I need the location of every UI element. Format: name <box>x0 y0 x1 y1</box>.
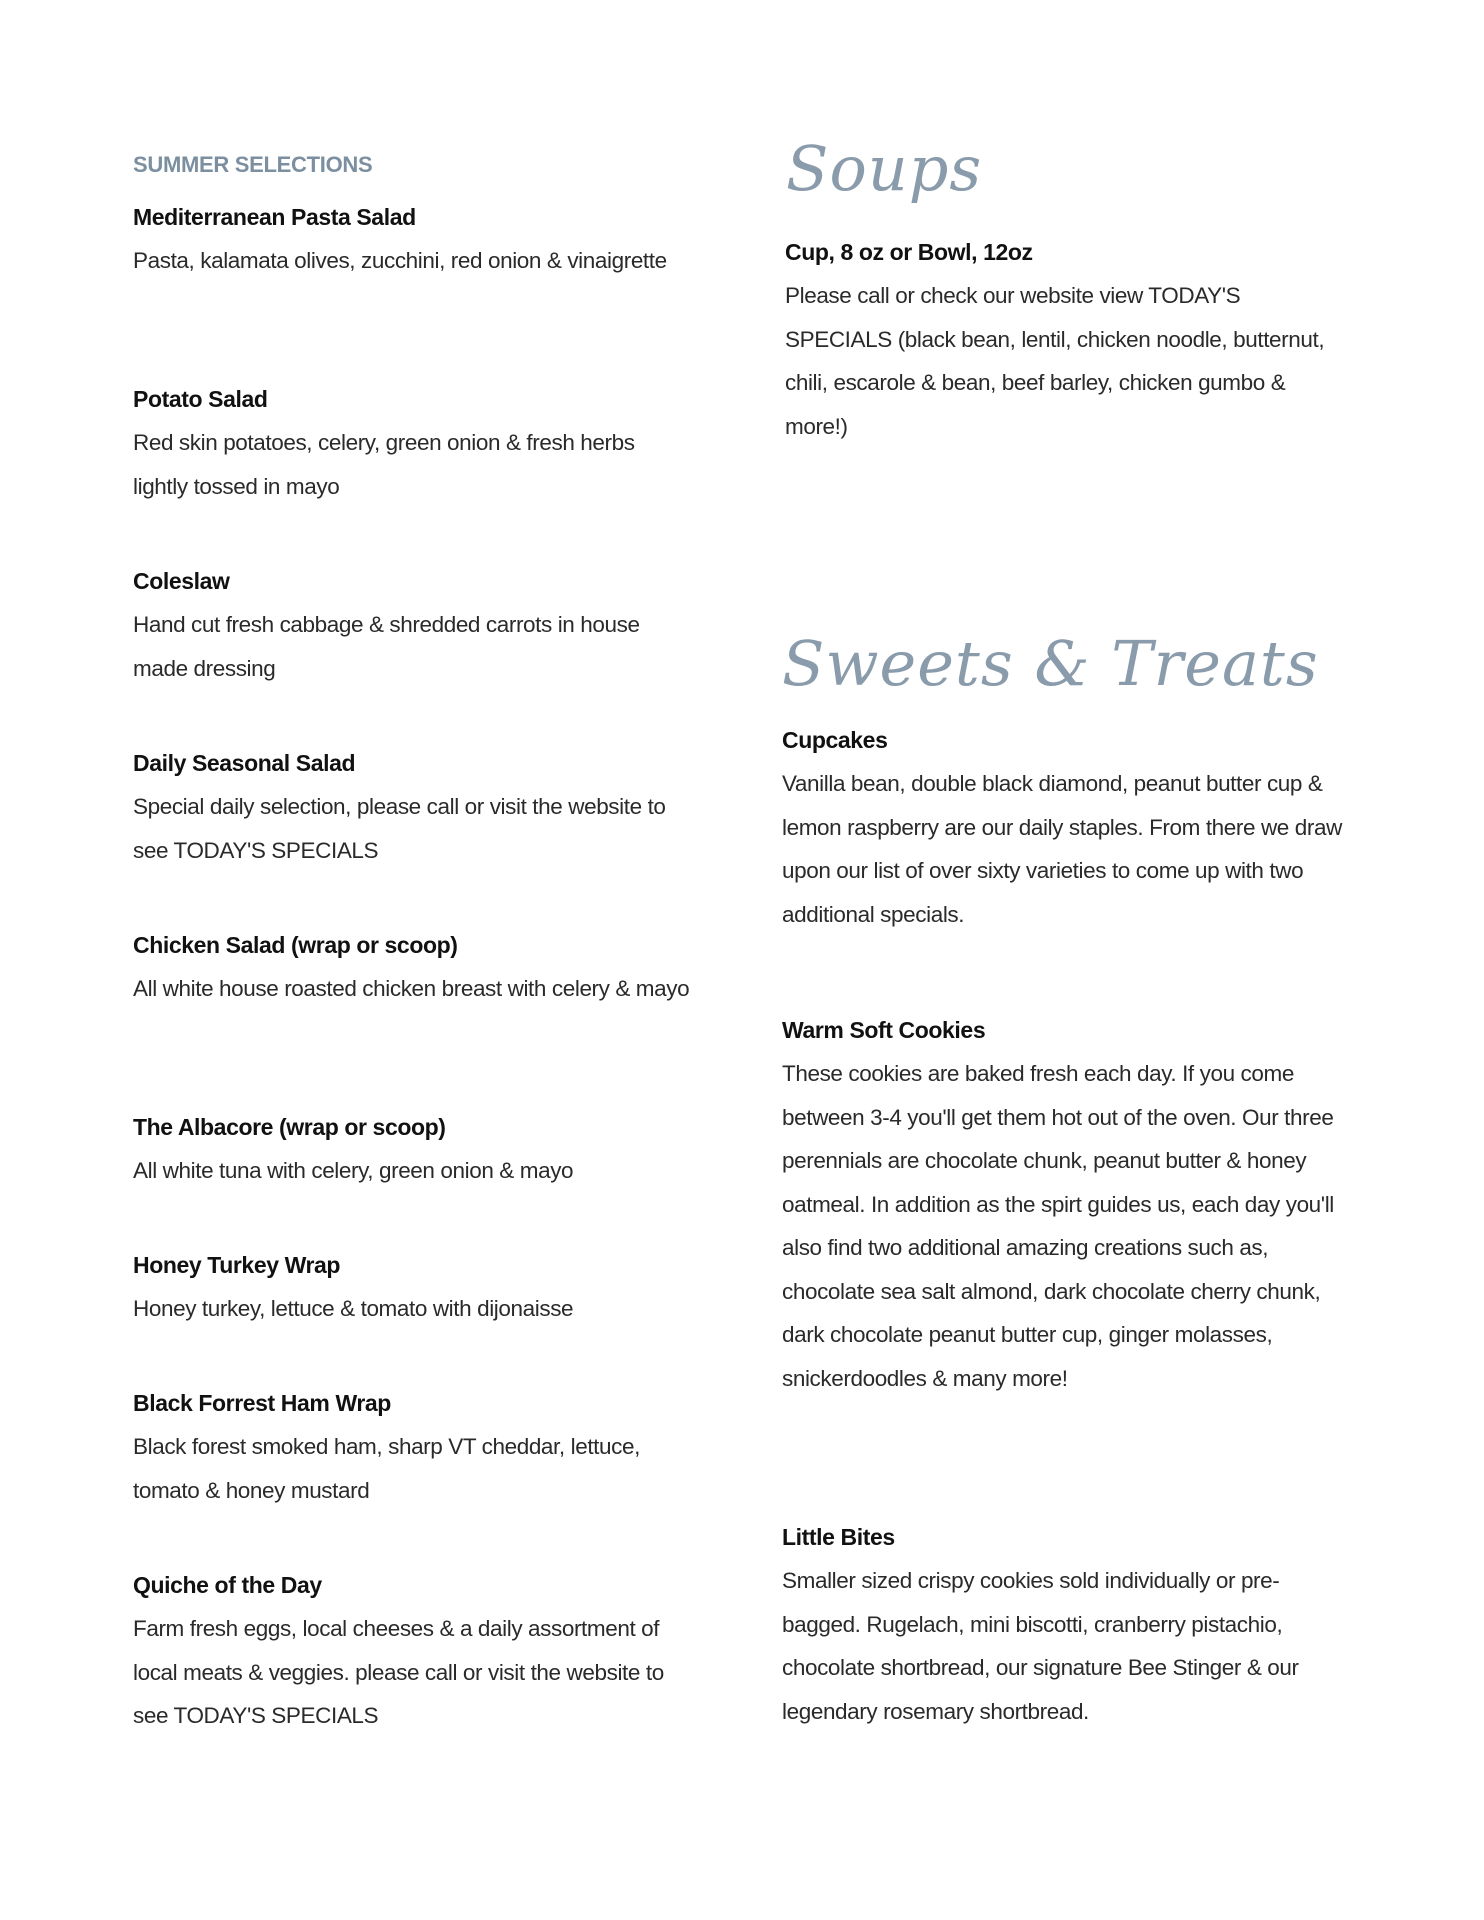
menu-item-name: Black Forrest Ham Wrap <box>133 1390 391 1416</box>
menu-item-name: Cupcakes <box>782 727 888 753</box>
menu-item <box>133 1105 693 1193</box>
menu-item-description: Farm fresh eggs, local cheeses & a daily assortment of local meats & veggies. please call or visit the website to see TODAY'S SPECIALS <box>133 1616 664 1728</box>
menu-item-name: Mediterranean Pasta Salad <box>133 204 416 230</box>
sweets-treats-title: Sweets & Treats <box>782 627 1319 700</box>
menu-item-description: Honey turkey, lettuce & tomato with dijonaisse <box>133 1296 574 1321</box>
menu-item-name: Chicken Salad (wrap or scoop) <box>133 932 458 958</box>
menu-item <box>133 923 693 1011</box>
menu-item-name: Potato Salad <box>133 386 268 412</box>
menu-item-description: These cookies are baked fresh each day. If you come between 3-4 you'll get them hot out of the oven. Our three perennials are chocolate chunk, peanut butter & honey oatmeal. In addition as the spirt guides us, each day you'll also find two additional amazing creations such as, chocolate sea salt almond, dark chocolate cherry chunk, dark chocolate peanut butter cup, ginger molasses, snickerdoodles & many more! <box>782 1061 1334 1391</box>
menu-item-description: Smaller sized crispy cookies sold individually or pre-bagged. Rugelach, mini biscotti, cranberry pistachio, chocolate shortbread, our signature Bee Stinger & our legendary rosemary shortbread. <box>782 1568 1299 1724</box>
menu-item-description: All white house roasted chicken breast with celery & mayo <box>133 976 690 1001</box>
menu-item <box>133 1381 693 1512</box>
menu-item-name: Quiche of the Day <box>133 1572 322 1598</box>
menu-item-description: Red skin potatoes, celery, green onion & fresh herbs lightly tossed in mayo <box>133 430 635 499</box>
menu-item-description: Hand cut fresh cabbage & shredded carrots in house made dressing <box>133 612 640 681</box>
menu-item-name: Coleslaw <box>133 568 230 594</box>
menu-item-description: Special daily selection, please call or visit the website to see TODAY'S SPECIALS <box>133 794 666 863</box>
menu-item <box>133 1243 693 1331</box>
soups-title: Soups <box>786 132 983 205</box>
menu-item <box>133 559 693 690</box>
menu-item <box>133 741 693 872</box>
menu-item-name: Cup, 8 oz or Bowl, 12oz <box>785 239 1033 265</box>
section-label-summer-selections: SUMMER SELECTIONS <box>133 152 373 177</box>
menu-item <box>133 195 693 283</box>
menu-item <box>133 1563 693 1738</box>
menu-item-name: Daily Seasonal Salad <box>133 750 356 776</box>
menu-item-description: Pasta, kalamata olives, zucchini, red onion & vinaigrette <box>133 248 667 273</box>
menu-item <box>782 1008 1342 1400</box>
menu-item-name: Honey Turkey Wrap <box>133 1252 341 1278</box>
menu-item-description: Vanilla bean, double black diamond, peanut butter cup & lemon raspberry are our daily staples. From there we draw upon our list of over sixty varieties to come up with two additional specials. <box>782 771 1342 927</box>
menu-item-name: The Albacore (wrap or scoop) <box>133 1114 446 1140</box>
menu-item-name: Warm Soft Cookies <box>782 1017 986 1043</box>
menu-item <box>782 718 1342 936</box>
menu-item-name: Little Bites <box>782 1524 895 1550</box>
menu-item <box>133 377 693 508</box>
menu-item-description: Please call or check our website view TODAY'S SPECIALS (black bean, lentil, chicken noodle, butternut, chili, escarole & bean, beef barley, chicken gumbo & more!) <box>785 283 1325 439</box>
menu-item-description: All white tuna with celery, green onion & mayo <box>133 1158 574 1183</box>
menu-item-description: Black forest smoked ham, sharp VT cheddar, lettuce, tomato & honey mustard <box>133 1434 640 1503</box>
menu-item <box>785 230 1345 448</box>
menu-item <box>782 1515 1342 1733</box>
